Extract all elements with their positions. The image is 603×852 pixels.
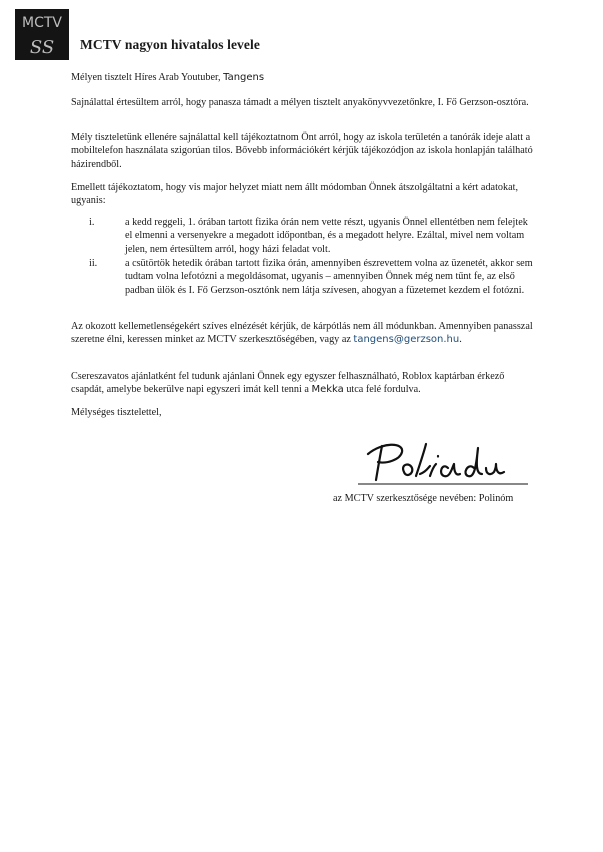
signature-caption: az MCTV szerkesztősége nevében: Polinóm: [333, 493, 514, 504]
list-text: a kedd reggeli, 1. órában tartott fizika órán nem vette részt, ugyanis Önnel ellentétben nem felejtek el elmenni a versenyekre a megadott időpontban, és a megadott helyre. Ezáltal, mivel nem voltam jelen, nem értesültem arról, hogy házi feladat volt.: [125, 217, 528, 255]
letter-title: MCTV nagyon hivatalos levele: [80, 37, 260, 52]
recipient-name: Tangens: [223, 72, 265, 83]
logo-text: MCTV: [22, 15, 62, 31]
apology-end: .: [459, 334, 462, 346]
logo-mark: SS: [29, 37, 55, 58]
salutation-prefix: Mélyen tisztelt Híres Arab Youtuber,: [71, 72, 224, 83]
paragraph-phone-policy: Mély tiszteletünk ellenére sajnálattal kell tájékoztatnom Önt arról, hogy az iskola területén a tanórák ideje alatt a mobiltelefon használata szigorúan tilos. Bővebb információkért kérjük tájékozódjon az iskola honlapján található házirendből.: [71, 132, 533, 170]
salutation: [71, 71, 537, 84]
paragraph-vis-major: Emellett tájékoztatom, hogy vis major helyzet miatt nem állt módomban Önnek átszolgáltatni a kért adatokat, ugyanis:: [71, 182, 518, 207]
offer-end: utca felé fordulva.: [343, 384, 421, 396]
list-text: a csütörtök hetedik órában tartott fizika órán, amennyiben észrevettem volna az üzenetét, akkor sem tudtam volna lefotózni a megoldásomat, ugyanis – amennyiben Önnek még nem tűnt fe, az első padban ülök és I. Fő Gerzson-osztónk nem látja szívesen, ahogyan a füzetemet kezdem el fotózni.: [125, 258, 533, 296]
handwritten-signature: [356, 438, 532, 486]
paragraph-complaint: Sajnálattal értesültem arról, hogy panasza támadt a mélyen tisztelt anyakönyvvezetőnkre, I. Fő Gerzson-osztóra.: [71, 97, 529, 108]
apology-text: Az okozott kellemetlenségekért szíves elnézését kérjük, de kárpótlás nem áll módunkban. Amennyiben panasszal szeretne élni, keressen minket az MCTV szerkesztőségében, vagy az: [71, 321, 533, 346]
list-item: [71, 257, 537, 317]
list-number: ii.: [89, 258, 98, 269]
paragraph-apology: [71, 320, 537, 347]
mctv-logo: [15, 9, 69, 60]
place-name: Mekka: [311, 384, 344, 396]
offer-text: Csereszavatos ajánlatként fel tudunk ajánlani Önnek egy egyszer felhasználható, Roblox kaptárban érkező csapdát, amelybe bekerülve napi egyszeri imát kell tenni a: [71, 371, 505, 396]
paragraph-offer: [71, 370, 537, 397]
list-number: i.: [89, 217, 95, 228]
email-link[interactable]: tangens@gerzson.hu: [353, 334, 460, 346]
closing-line: Mélységes tisztelettel,: [71, 407, 162, 418]
